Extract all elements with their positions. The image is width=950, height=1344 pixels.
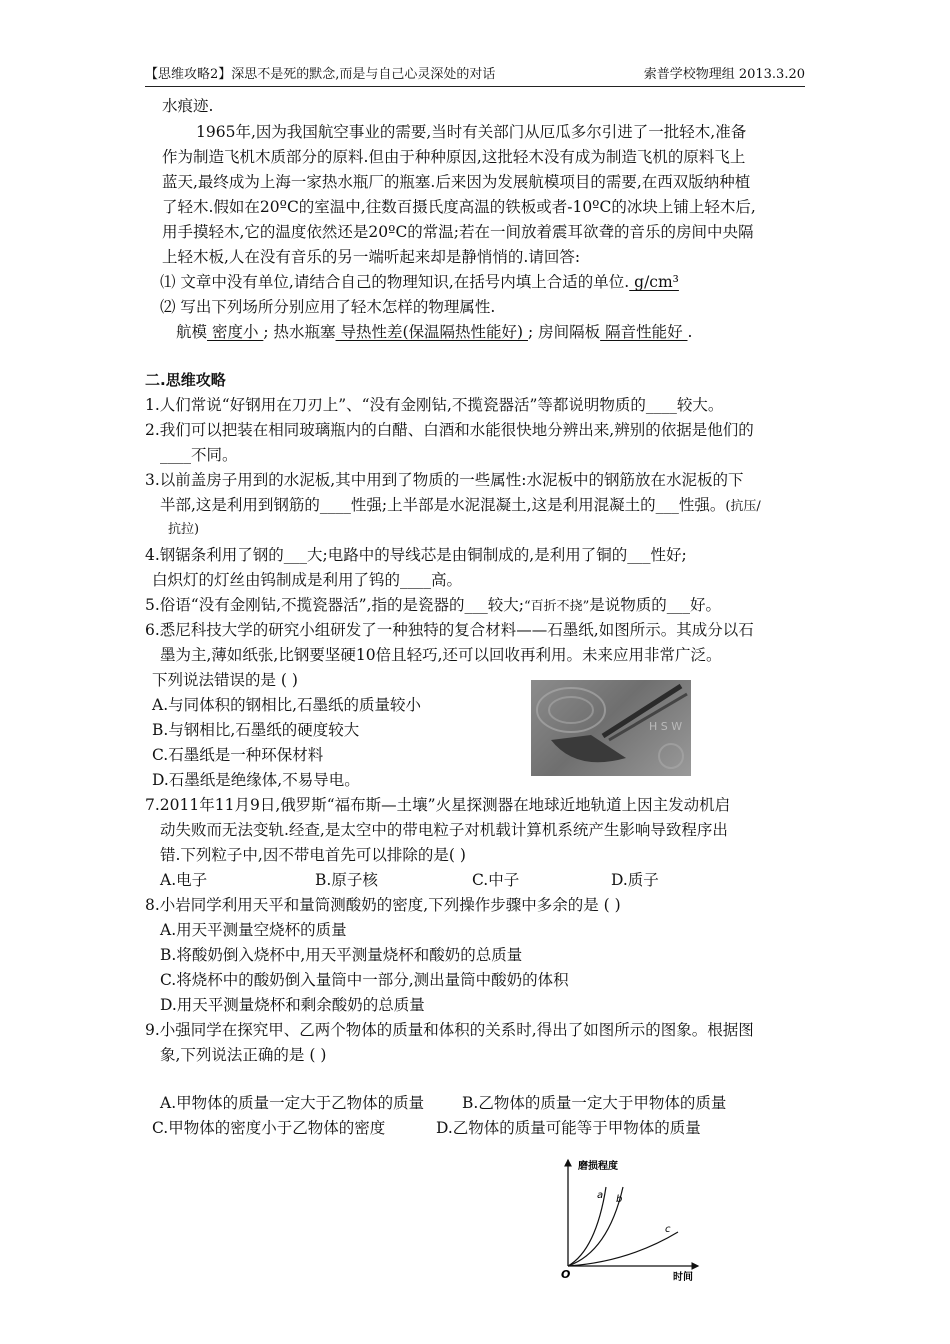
question-6-line-1: 6.悉尼科技大学的研究小组研发了一种独特的复合材料——石墨纸,如图所示。其成分以石	[145, 621, 754, 639]
question-6-option-a: A.与同体积的钢相比,石墨纸的质量较小	[152, 696, 422, 714]
question-7-option-b: B.原子核	[315, 871, 378, 889]
question-2-line-1: 2.我们可以把装在相同玻璃瓶内的白醋、白酒和水能很快地分辨出来,辨别的依据是他们的	[145, 421, 754, 439]
intro-paragraph-line-1: 1965年,因为我国航空事业的需要,当时有关部门从厄瓜多尔引进了一批轻木,准备	[196, 123, 747, 141]
question-4-line-1: 4.钢锯条利用了钢的___大;电路中的导线芯是由铜制成的,是利用了铜的___性好;	[145, 546, 687, 564]
question-5-idiom: “百折不挠”	[523, 599, 590, 614]
question-6-option-b: B.与钢相比,石墨纸的硬度较大	[152, 721, 360, 739]
svg-text:H S W: H S W	[649, 720, 683, 733]
question-5-part-a: 5.俗语“没有金刚钻,不揽瓷器活”,指的是瓷器的___较大;	[145, 596, 524, 614]
question-3-line-3: 抗拉)	[168, 522, 200, 537]
question-7-option-a: A.电子	[160, 871, 208, 889]
origin-label: O	[561, 1268, 571, 1281]
question-6-line-3: 下列说法错误的是 ( )	[152, 671, 298, 689]
answer-label-partition: ; 房间隔板	[527, 323, 601, 341]
answer-partition: 隔音性能好	[600, 323, 688, 341]
wear-time-figure	[548, 1152, 713, 1282]
question-4-line-2: 白炽灯的灯丝由钨制成是利用了钨的____高。	[152, 571, 463, 589]
question-7-option-c: C.中子	[472, 871, 520, 889]
question-3-line-2-text: 半部,这是利用到钢筋的____性强;上半部是水泥混凝土,这是利用混凝土的___性强。	[160, 496, 726, 514]
intro-question-1	[160, 270, 679, 294]
answer-model: 密度小	[207, 323, 264, 341]
intro-question-2-answers	[176, 320, 692, 344]
question-6-option-d: D.石墨纸是绝缘体,不易导电。	[152, 771, 360, 789]
intro-question-2: ⑵ 写出下列场所分别应用了轻木怎样的物理属性.	[160, 298, 496, 316]
question-9-option-b: B.乙物体的质量一定大于甲物体的质量	[462, 1094, 727, 1112]
answer-end: .	[687, 323, 693, 341]
question-6-line-2: 墨为主,薄如纸张,比钢要坚硬10倍且轻巧,还可以回收再利用。未来应用非常广泛。	[160, 646, 722, 664]
question-7-option-d: D.质子	[611, 871, 659, 889]
intro-question-1-text: ⑴ 文章中没有单位,请结合自己的物理知识,在括号内填上合适的单位.	[160, 273, 630, 291]
answer-label-stopper: ; 热水瓶塞	[263, 323, 336, 341]
intro-paragraph-line-3: 蓝天,最终成为上海一家热水瓶厂的瓶塞.后来因为发展航模项目的需要,在西双版纳种植	[162, 173, 751, 191]
header-title: 【思维攻略2】深思不是死的默念,而是与自己心灵深处的对话	[145, 67, 496, 82]
question-5-part-c: 是说物质的___好。	[589, 596, 722, 614]
question-8-option-c: C.将烧杯中的酸奶倒入量筒中一部分,测出量筒中酸奶的体积	[160, 971, 569, 989]
y-axis-label: 磨损程度	[578, 1161, 618, 1172]
question-1: 1.人们常说“好钢用在刀刃上”、“没有金刚钻,不揽瓷器活”等都说明物质的____较大。	[145, 396, 724, 414]
graphite-paper-photo	[531, 680, 691, 776]
question-5	[145, 593, 721, 619]
x-axis-label: 时间	[673, 1272, 693, 1282]
graphite-paper-illustration	[531, 680, 691, 776]
answer-label-model: 航模	[176, 323, 208, 341]
question-9-option-c: C.甲物体的密度小于乙物体的密度	[152, 1119, 386, 1137]
curve-a-label: a	[597, 1190, 604, 1201]
page-header	[145, 66, 805, 87]
question-3-note: (抗压/	[725, 499, 761, 514]
section-title: 二.思维攻略	[145, 371, 226, 389]
curve-c-label: c	[665, 1224, 671, 1235]
curve-b	[568, 1187, 623, 1266]
curve-b-label: b	[616, 1194, 623, 1205]
question-3-line-1: 3.以前盖房子用到的水泥板,其中用到了物质的一些属性:水泥板中的钢筋放在水泥板的下	[145, 471, 744, 489]
question-9-line-1: 9.小强同学在探究甲、乙两个物体的质量和体积的关系时,得出了如图所示的图象。根据图	[145, 1021, 754, 1039]
question-9-option-a: A.甲物体的质量一定大于乙物体的质量	[160, 1094, 425, 1112]
intro-paragraph-line-2: 作为制造飞机木质部分的原料.但由于种种原因,这批轻木没有成为制造飞机的原料飞上	[162, 148, 746, 166]
intro-paragraph-line-6: 上轻木板,人在没有音乐的另一端听起来却是静悄悄的.请回答:	[162, 248, 581, 266]
question-9-line-2: 象,下列说法正确的是 ( )	[160, 1046, 327, 1064]
question-7-line-1: 7.2011年11月9日,俄罗斯“福布斯—土壤”火星探测器在地球近地轨道上因主发动机启	[145, 796, 731, 814]
question-7-line-3: 错.下列粒子中,因不带电首先可以排除的是( )	[160, 846, 466, 864]
intro-paragraph-line-5: 用手摸轻木,它的温度依然还是20ºC的常温;若在一间放着震耳欲聋的音乐的房间中央隔	[162, 223, 754, 241]
question-6-option-c: C.石墨纸是一种环保材料	[152, 746, 324, 764]
question-3-line-2	[160, 493, 761, 519]
header-school-date: 索普学校物理组 2013.3.20	[643, 67, 805, 82]
intro-question-1-answer: g/cm³	[629, 273, 679, 291]
curve-c	[568, 1232, 678, 1266]
answer-stopper: 导热性差(保温隔热性能好)	[335, 323, 528, 341]
question-8-option-b: B.将酸奶倒入烧杯中,用天平测量烧杯和酸奶的总质量	[160, 946, 523, 964]
intro-line-0: 水痕迹.	[162, 97, 214, 115]
intro-paragraph-line-4: 了轻木.假如在20ºC的室温中,往数百摄氏度高温的铁板或者-10ºC的冰块上铺上轻木后,	[162, 198, 756, 216]
question-8-option-d: D.用天平测量烧杯和剩余酸奶的总质量	[160, 996, 425, 1014]
question-7-line-2: 动失败而无法变轨.经查,是太空中的带电粒子对机载计算机系统产生影响导致程序出	[160, 821, 728, 839]
question-2-line-2: ____不同。	[160, 446, 238, 464]
question-9-option-d: D.乙物体的质量可能等于甲物体的质量	[436, 1119, 701, 1137]
question-8-option-a: A.用天平测量空烧杯的质量	[160, 921, 347, 939]
question-8-line-1: 8.小岩同学利用天平和量筒测酸奶的密度,下列操作步骤中多余的是 ( )	[145, 896, 621, 914]
